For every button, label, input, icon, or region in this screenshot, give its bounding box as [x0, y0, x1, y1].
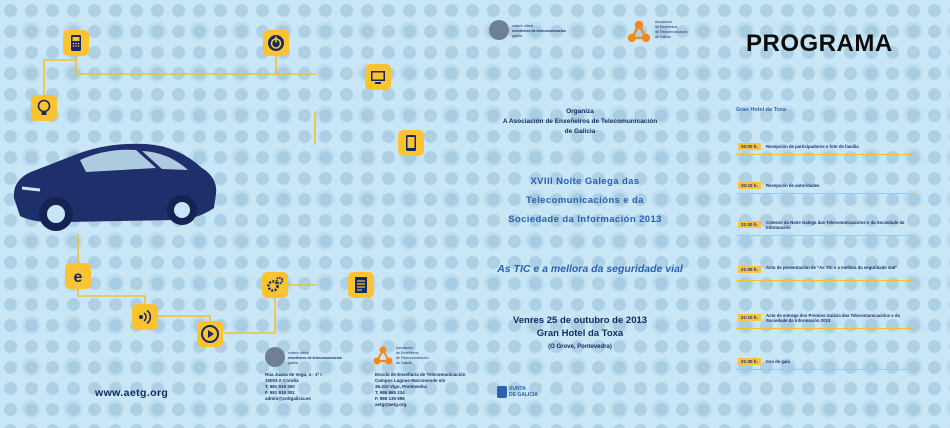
address-line: F. 981 919 301: [265, 390, 295, 395]
xunta-line: XUNTA: [509, 386, 526, 392]
internet-explorer-icon: [65, 263, 91, 289]
aetg-logo-line: de Telecomunicación: [396, 356, 429, 360]
schedule-row: [736, 180, 914, 194]
organiser-line: A Asociación de Enxeñeiros de Telecomunicación: [502, 118, 658, 125]
event-title-line: Sociedade da Información 2013: [508, 214, 662, 225]
programme-title: PROGRAMA: [746, 30, 893, 57]
event-details: [480, 314, 680, 354]
coit-logo-line: galicia: [512, 34, 522, 38]
address-line: admin@coitgalicia.es: [265, 396, 311, 401]
coit-address: [265, 372, 375, 402]
schedule-time: 20:00 h.: [738, 143, 761, 150]
organiser-block: [480, 107, 680, 137]
lightbulb-icon: [31, 95, 57, 121]
coit-crest-icon: [489, 20, 509, 40]
website-link[interactable]: www.aetg.org: [95, 387, 169, 399]
schedule-time: 21:35 h.: [738, 358, 761, 365]
wireless-signal-icon: [132, 304, 158, 330]
aetg-logo-line: de Enxeñeiros: [655, 25, 678, 29]
address-line: T. 981 919 300: [265, 384, 295, 389]
organiza-label: Organiza: [566, 108, 594, 115]
monitor-icon: [365, 64, 391, 90]
address-line: Rúa Juana de Vega, 4 - 1º I: [265, 372, 322, 377]
address-line: T. 986 865 234: [375, 390, 405, 395]
address-line: 15003 A Coruña: [265, 378, 299, 383]
xunta-logo: [509, 386, 538, 398]
tablet-icon: [398, 130, 424, 156]
aetg-logo-line: de Telecomunicación: [655, 30, 688, 34]
organiser-line: de Galicia: [564, 128, 596, 135]
coit-logo-line: colexio oficial: [288, 351, 309, 355]
aetg-logo-icon: [372, 345, 394, 367]
coit-logo-line: colexio oficial: [512, 24, 533, 28]
event-title-line: XVIII Noite Galega das: [530, 176, 640, 187]
address-line: aetg@aetg.org: [375, 402, 407, 407]
aetg-logo-line: Asociación: [396, 346, 413, 350]
event-venue: Gran Hotel da Toxa: [536, 328, 624, 339]
event-subtitle: As TIC e a mellora da seguridade vial: [497, 263, 683, 275]
xunta-emblem-icon: [497, 386, 507, 398]
xunta-line: DE GALICIA: [509, 392, 538, 398]
phone-icon: [63, 30, 89, 56]
schedule-row: [736, 264, 914, 281]
address-line: Campus Lagoas-Marcosende s/n: [375, 378, 446, 383]
aetg-logo-line: Asociación: [655, 20, 672, 24]
coit-crest-icon: [265, 347, 285, 367]
schedule-row: [736, 312, 914, 329]
schedule-desc: Recepción de participadores e foto de familia: [766, 144, 859, 149]
aetg-logo-line: de Enxeñeiros: [396, 351, 419, 355]
schedule-desc: Acto de entrega dos Premios Galicia das Telecomunicacións e da Sociedade da Información 2013: [766, 313, 900, 324]
coit-logo-line: galicia: [288, 361, 298, 365]
schedule-row: [736, 356, 914, 370]
schedule-desc: Cea de gala: [766, 359, 790, 364]
schedule-time: 21:05 h.: [738, 266, 761, 273]
schedule-desc: Acto de presentación de "As TIC e a mellora da seguridade vial": [766, 265, 898, 270]
aetg-logo-icon: [626, 19, 652, 45]
aetg-logo-line: de Galicia: [396, 361, 412, 365]
event-date: Venres 25 de outubro de 2013: [512, 315, 648, 326]
power-icon: [263, 30, 289, 56]
schedule-row: [736, 219, 914, 236]
address-line: F. 986 135 996: [375, 396, 405, 401]
address-line: 36.310 Vigo, Pontevedra: [375, 384, 427, 389]
play-icon: [197, 321, 223, 347]
event-title: [480, 172, 690, 229]
document-icon: [348, 272, 374, 298]
schedule-desc: Recepción de autoridades: [766, 183, 820, 188]
schedule-time: 21:10 h.: [738, 314, 761, 321]
schedule-time: 20:15 h.: [738, 182, 761, 189]
address-line: Escola de Enxeñaría de Telecomunicación: [375, 372, 466, 377]
aetg-logo-line: de Galicia: [655, 35, 671, 39]
schedule-time: 21:00 h.: [738, 221, 761, 228]
event-location: (O Grove, Pontevedra): [548, 344, 612, 350]
coit-logo-line: enxeñeiros de telecomunicación: [512, 29, 567, 33]
car-illustration: [6, 138, 221, 234]
programme-venue: Gran Hotel da Toxa: [736, 107, 787, 113]
schedule-desc: Comezo da Noite Galega das Telecomunicacións e da Sociedade da Información: [766, 220, 905, 231]
coit-logo-line: enxeñeiros de telecomunicación: [288, 356, 343, 360]
aetg-address: [375, 372, 485, 408]
svg-text:e: e: [73, 269, 83, 286]
event-title-line: Telecomunicacións e da: [526, 195, 644, 206]
gears-icon: [262, 272, 288, 298]
schedule-row: [736, 141, 914, 155]
